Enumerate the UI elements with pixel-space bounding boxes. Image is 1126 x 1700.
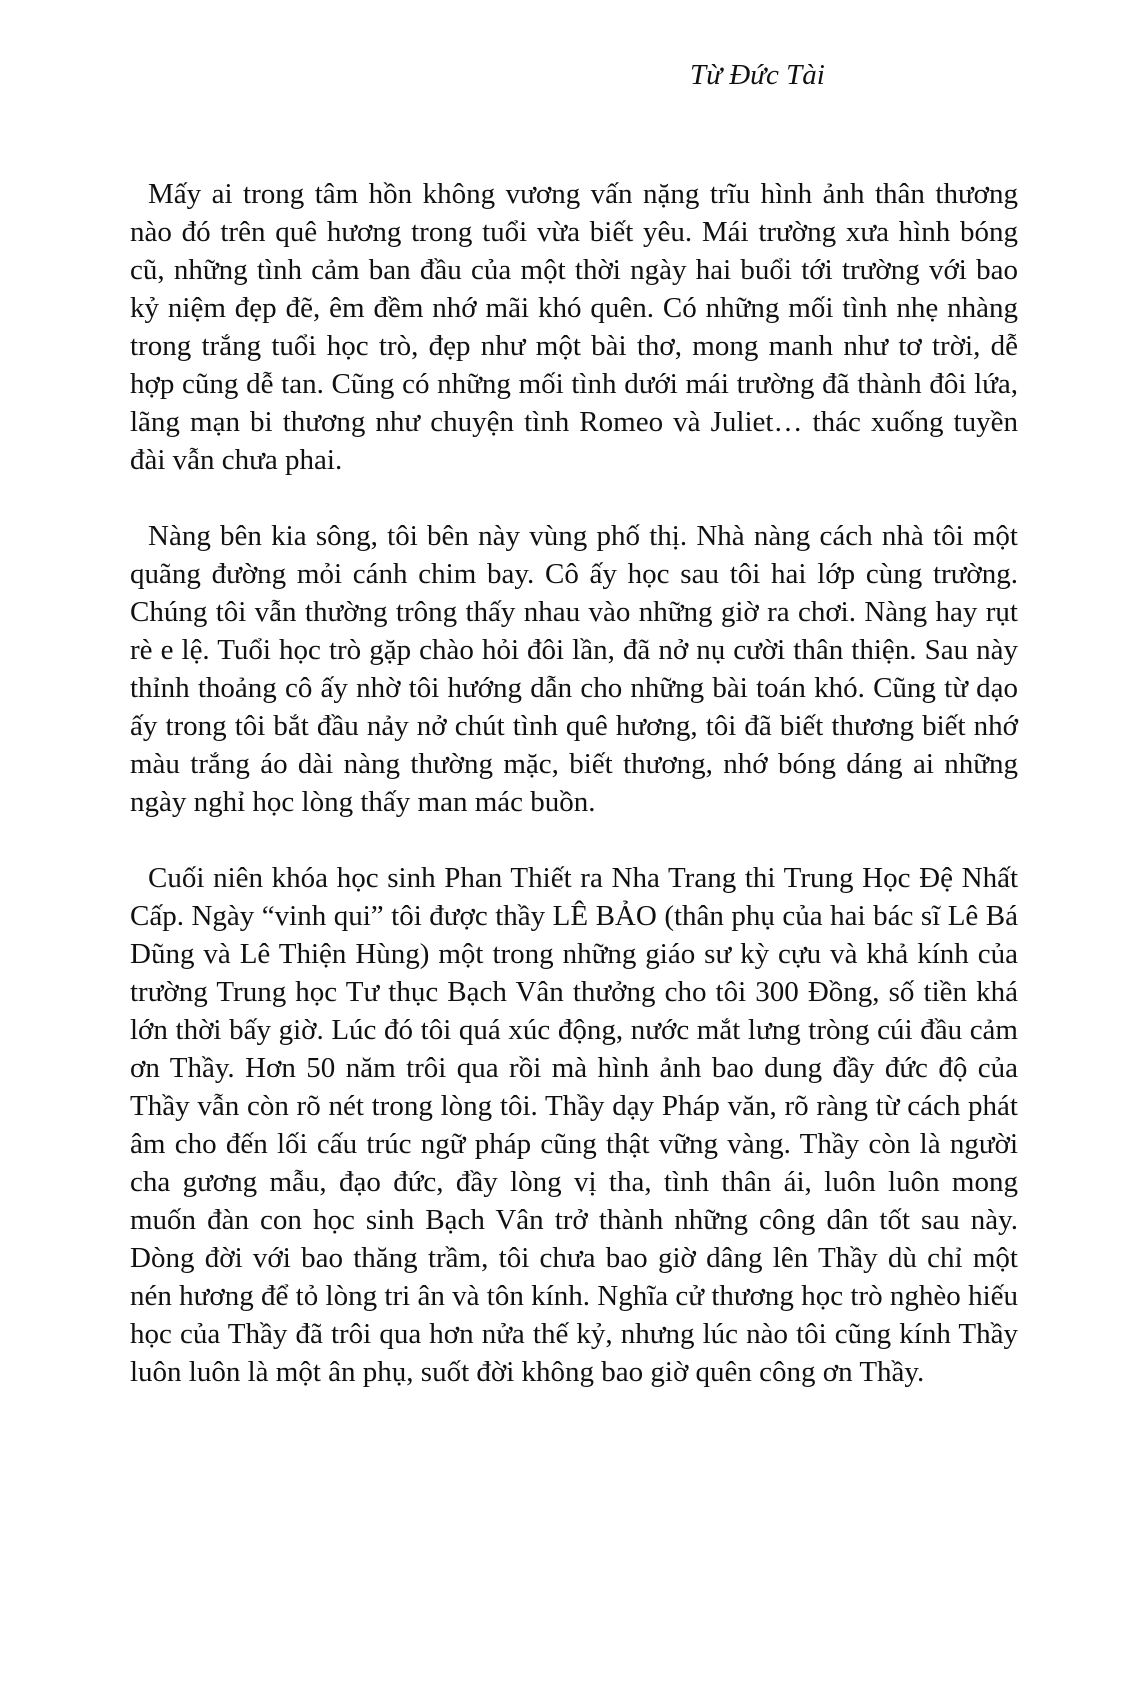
paragraph-3: Cuối niên khóa học sinh Phan Thiết ra Nha Trang thi Trung Học Đệ Nhất Cấp. Ngày “vinh qui” tôi được thầy LÊ BẢO (thân phụ của hai bác sĩ Lê Bá Dũng và Lê Thiện Hùng) một trong những giáo sư kỳ cựu và khả kính của trường Trung học Tư thục Bạch Vân thưởng cho tôi 300 Đồng, số tiền khá lớn thời bấy giờ. Lúc đó tôi quá xúc động, nước mắt lưng tròng cúi đầu cảm ơn Thầy. Hơn 50 năm trôi qua rồi mà hình ảnh bao dung đầy đức độ của Thầy vẫn còn rõ nét trong lòng tôi. Thầy dạy Pháp văn, rõ ràng từ cách phát âm cho đến lối cấu trúc ngữ pháp cũng thật vững vàng. Thầy còn là người cha gương mẫu, đạo đức, đầy lòng vị tha, tình thân ái, luôn luôn mong muốn đàn con học sinh Bạch Vân trở thành những công dân tốt sau này. Dòng đời với bao thăng trầm, tôi chưa bao giờ dâng lên Thầy dù chỉ một nén hương để tỏ lòng tri ân và tôn kính. Nghĩa cử thương học trò nghèo hiếu học của Thầy đã trôi qua hơn nửa thế kỷ, nhưng lúc nào tôi cũng kính Thầy luôn luôn là một ân phụ, suốt đời không bao giờ quên công ơn Thầy. [130,862,1018,1388]
paragraph-1: Mấy ai trong tâm hồn không vương vấn nặng trĩu hình ảnh thân thương nào đó trên quê hương trong tuổi vừa biết yêu. Mái trường xưa hình bóng cũ, những tình cảm ban đầu của một thời ngày hai buổi tới trường với bao kỷ niệm đẹp đẽ, êm đềm nhớ mãi khó quên. Có những mối tình nhẹ nhàng trong trắng tuổi học trò, đẹp như một bài thơ, mong manh như tơ trời, dễ hợp cũng dễ tan. Cũng có những mối tình dưới mái trường đã thành đôi lứa, lãng mạn bi thương như chuyện tình Romeo và Juliet… thác xuống tuyền đài vẫn chưa phai. [130,178,1018,476]
paragraph-2: Nàng bên kia sông, tôi bên này vùng phố thị. Nhà nàng cách nhà tôi một quãng đường mỏi cánh chim bay. Cô ấy học sau tôi hai lớp cùng trường. Chúng tôi vẫn thường trông thấy nhau vào những giờ ra chơi. Nàng hay rụt rè e lệ. Tuổi học trò gặp chào hỏi đôi lần, đã nở nụ cười thân thiện. Sau này thỉnh thoảng cô ấy nhờ tôi hướng dẫn cho những bài toán khó. Cũng từ dạo ấy trong tôi bắt đầu nảy nở chút tình quê hương, tôi đã biết thương biết nhớ màu trắng áo dài nàng thường mặc, biết thương, nhớ bóng dáng ai những ngày nghỉ học lòng thấy man mác buồn. [130,520,1018,818]
running-header-author: Từ Đức Tài [690,59,825,91]
body-text [130,175,1018,1391]
